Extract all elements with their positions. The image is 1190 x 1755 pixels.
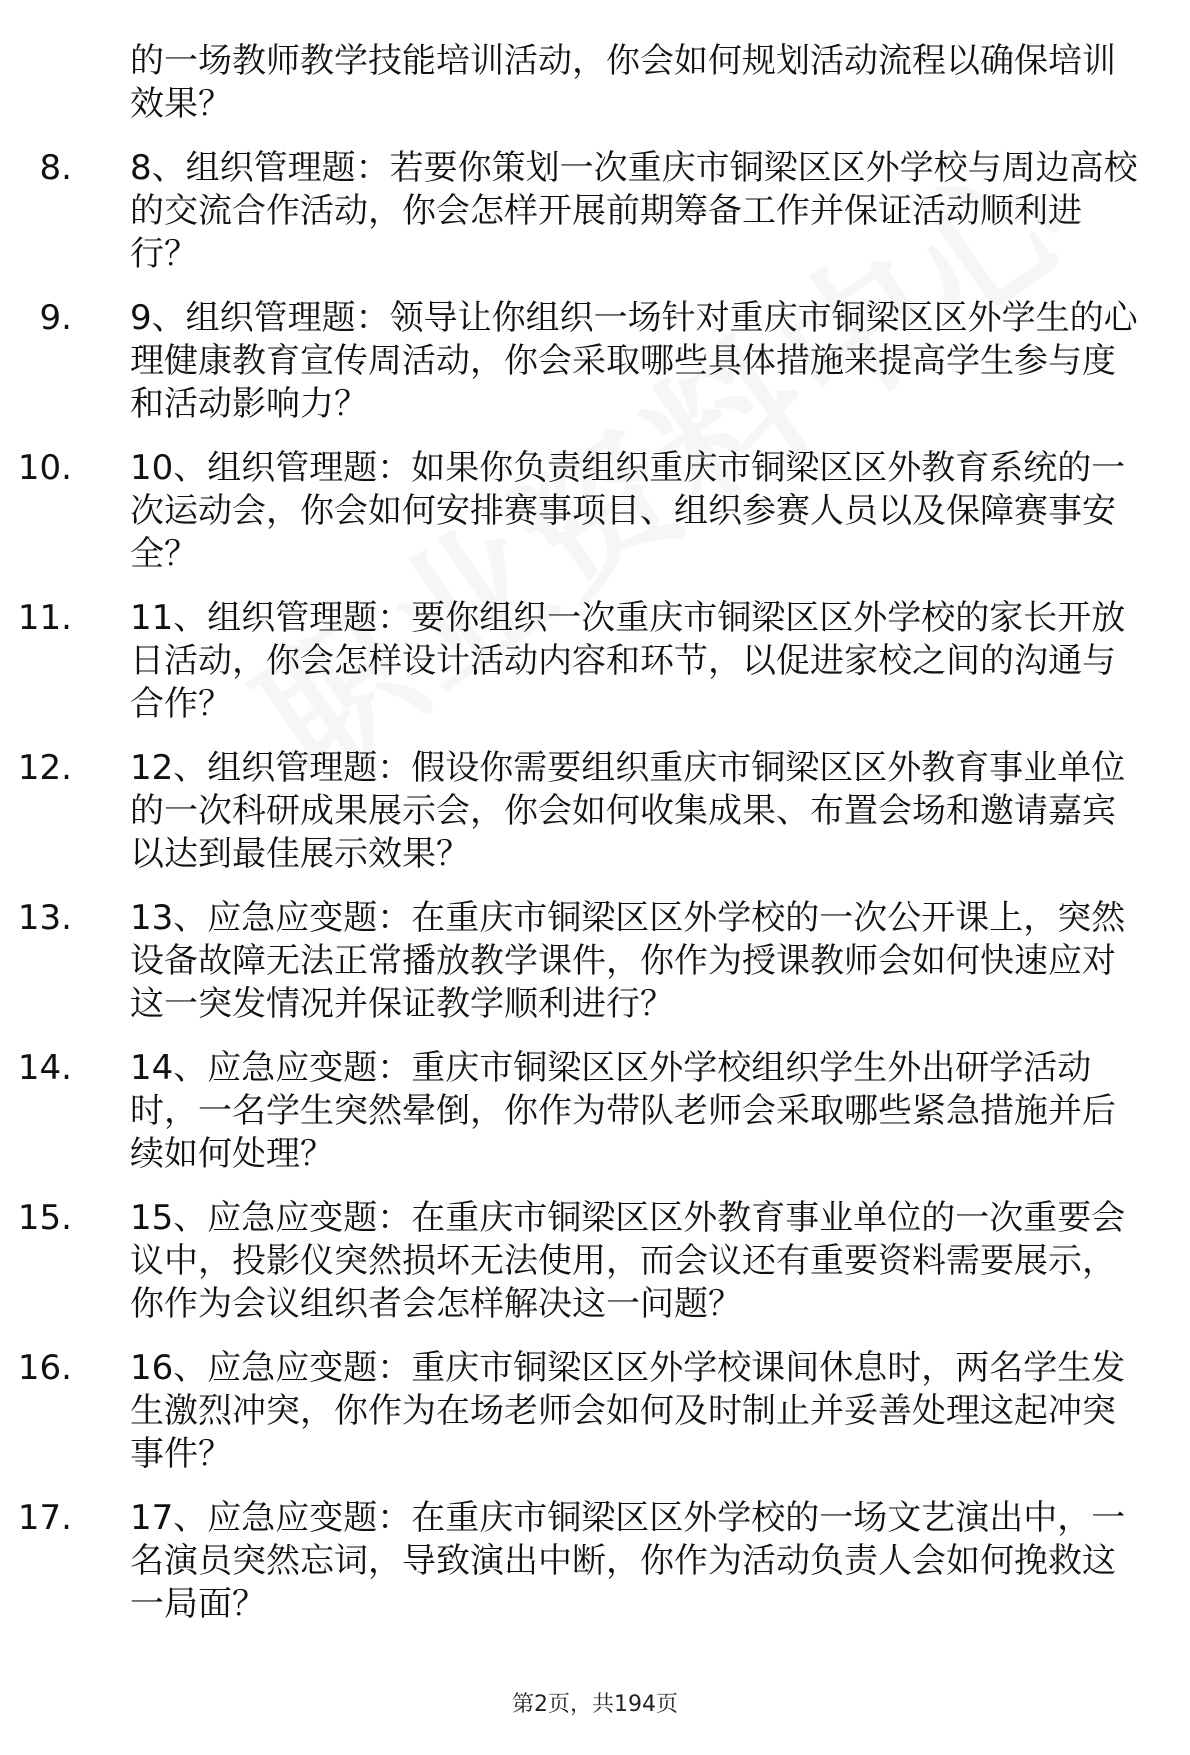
question-number: 14. bbox=[17, 1048, 72, 1088]
question-text: 8、组织管理题：若要你策划一次重庆市铜梁区区外学校与周边高校的交流合作活动，你会怎样开展前期筹备工作并保证活动顺利进行？ bbox=[130, 148, 1138, 274]
question-text: 9、组织管理题：领导让你组织一场针对重庆市铜梁区区外学生的心理健康教育宣传周活动，你会采取哪些具体措施来提高学生参与度和活动影响力？ bbox=[130, 298, 1138, 424]
question-number: 10. bbox=[17, 448, 72, 488]
question-number: 9. bbox=[39, 298, 72, 338]
page-number-label: 第2页，共194页 bbox=[512, 1692, 678, 1717]
question-item-17 bbox=[0, 1497, 1140, 1626]
question-item-15 bbox=[0, 1197, 1140, 1326]
question-number: 13. bbox=[17, 898, 72, 938]
question-item-16 bbox=[0, 1347, 1140, 1476]
question-list bbox=[0, 147, 1190, 1626]
continuation-paragraph: 的一场教师教学技能培训活动，你会如何规划活动流程以确保培训效果？ bbox=[130, 41, 1116, 124]
question-text: 11、组织管理题：要你组织一次重庆市铜梁区区外学校的家长开放日活动，你会怎样设计活动内容和环节，以促进家校之间的沟通与合作？ bbox=[130, 598, 1126, 724]
question-item-13 bbox=[0, 897, 1140, 1026]
question-text: 10、组织管理题：如果你负责组织重庆市铜梁区区外教育系统的一次运动会，你会如何安排赛事项目、组织参赛人员以及保障赛事安全？ bbox=[130, 448, 1126, 574]
question-text: 14、应急应变题：重庆市铜梁区区外学校组织学生外出研学活动时，一名学生突然晕倒，你作为带队老师会采取哪些紧急措施并后续如何处理？ bbox=[130, 1048, 1116, 1174]
question-item-11 bbox=[0, 597, 1140, 726]
question-text: 17、应急应变题：在重庆市铜梁区区外学校的一场文艺演出中，一名演员突然忘词，导致演出中断，你作为活动负责人会如何挽救这一局面？ bbox=[130, 1498, 1126, 1624]
question-item-12 bbox=[0, 747, 1140, 876]
question-text: 16、应急应变题：重庆市铜梁区区外学校课间休息时，两名学生发生激烈冲突，你作为在场老师会如何及时制止并妥善处理这起冲突事件？ bbox=[130, 1348, 1126, 1474]
question-number: 11. bbox=[17, 598, 72, 638]
question-text: 15、应急应变题：在重庆市铜梁区区外教育事业单位的一次重要会议中，投影仪突然损坏无法使用，而会议还有重要资料需要展示，你作为会议组织者会怎样解决这一问题？ bbox=[130, 1198, 1126, 1324]
question-item-9 bbox=[0, 297, 1140, 426]
question-text: 13、应急应变题：在重庆市铜梁区区外学校的一次公开课上，突然设备故障无法正常播放教学课件，你作为授课教师会如何快速应对这一突发情况并保证教学顺利进行？ bbox=[130, 898, 1126, 1024]
question-number: 12. bbox=[17, 748, 72, 788]
document-body bbox=[0, 40, 1190, 1647]
question-number: 17. bbox=[17, 1498, 72, 1538]
page-footer bbox=[0, 1687, 1190, 1718]
question-item-14 bbox=[0, 1047, 1140, 1176]
question-item-8 bbox=[0, 147, 1140, 276]
question-number: 16. bbox=[17, 1348, 72, 1388]
question-item-10 bbox=[0, 447, 1140, 576]
question-number: 15. bbox=[17, 1198, 72, 1238]
question-text: 12、组织管理题：假设你需要组织重庆市铜梁区区外教育事业单位的一次科研成果展示会，你会如何收集成果、布置会场和邀请嘉宾以达到最佳展示效果？ bbox=[130, 748, 1126, 874]
question-number: 8. bbox=[39, 148, 72, 188]
